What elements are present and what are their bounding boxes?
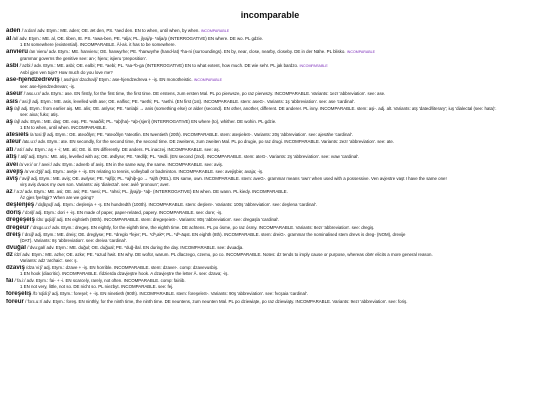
entry-definition: /ˈatiʃ/ adj. Etym.: ME. atiş, levelled with aş; OE. ædlyse; PE. *ædliþ; PL. *ædli. (EN second (2nd). INCOMPARABLE. stem: ateG-. Variants: 2ş 'abbreviation'. see: ıvaw 'cardinal'. [17, 154, 360, 160]
entry-list [6, 28, 534, 304]
dictionary-entry [6, 99, 534, 105]
entry-headword: foreūr [6, 298, 24, 305]
entry-definition: /ˈdrɛiʃ/ adj. Etym.: ME. dreiş; OE. dreglyse; PE. *dreglo *fejer; PL. *dʰ₁akʷ; PL. *dʰ-äqst. EN eighth (8th). INCOMPARABLE. stem: dreiG-. grammar the nominalised stem drevs is dreg- (NOM), drevije [22, 231, 406, 237]
dictionary-entry [6, 278, 534, 289]
entry-definition: /dz/ adv. Etym.: ME. azhe; OE. azke; PE. *azud hwit. EN why. DE wofür, warum. PL dlaczego, czemu, po co. INCOMPARABLE. Notes: dz tends to imply cause or purpose, whereas obēr elicits a more general reason. [14, 252, 433, 258]
entry-subsense: 1 EN to when, until when. INCOMPARABLE. [20, 124, 107, 130]
entry-definition: /al/ adv. Etym.: ME. al, OE. tiben, IE. PS. *awa-ben, PE. *alja; PL. jlyaj/p- *alja/p (INTERROGATIVE) EN where. DE wo. PL gdzie. [12, 36, 264, 42]
entry-headword: áden [6, 28, 21, 34]
entry-definition: /ˈaːz/ adv. Etym.: ME. asi; OE. asi; PE. *aesi; PL. *ahsi; PL. jlyaj/p- *aþ- (INTERROGATIVE) EN when. DE wann. PL kiedy. INCOMPARABLE. [13, 189, 288, 195]
entry-definition: /ˈatiː/ adv. Etym.: aş + -i; ME. ati; OE. iti. EN differently. DE anders. PL inaczej. INCOMPARABLE. see: aş. [14, 146, 220, 152]
entry-subsense: grammar governs the genitive see: an-; hjeru; isjieru 'preposition'. [20, 55, 147, 61]
entry-definition: /ˌasɛhjɛnˈdzɛdrɛviʃ/ Etym.: ase-hjendzedreva + -iş. EN monotheistic. [60, 77, 193, 83]
dictionary-entry [6, 162, 534, 168]
entry-definition: /ˈfɔrɛ.uːr/ adv. Etym.: foreş. EN ninthly, for the ninth time, the ninth time. DE neuntens, zum neunten Mal. PL po dziewiąte, po raz dziewiąty. INCOMPARABLE. Variants: 9ezr 'abbreviation'. see: foriş. [25, 298, 408, 304]
entry-headword: ateūr [6, 139, 22, 146]
entry-headword: dreiş [6, 231, 21, 238]
dictionary-entry [6, 265, 534, 276]
entry-definition: /ˈazbiː/ adv. Etym.: ME. asbi; OE. ealbi; PE. *aebi; PL. *aa-*b-ga (INTERROGATIVE) EN to what extent, how much. DE wie sehr. PL jak bardzo. [19, 63, 299, 69]
entry-tag: INCOMPARABLE [200, 29, 230, 33]
entry-definition: /anˈvieru/ adv. Etym.: ME. hanvieru; OE. hanwyrhe; PE. *hanwyrhe (hand-lat) *ha-ni (surroundings). EN by, near, close, nearby, closeby. DE in der Nähe. PL blisko. [29, 49, 346, 55]
entry-definition: /aˈveːi/ or /ˈaveiː/ adv. Etym.: adverb of aviş. EN in the same way, the same. INCOMPARABLE. see: aviş. [19, 161, 224, 167]
entry-headword: aş [6, 119, 13, 126]
dictionary-entry [6, 36, 534, 47]
entry-definition: /drɛˈɡɛʃɛiʃ/ adj. EN eightieth (80th). INCOMPARABLE. stem: dregeşeieS-. Variants: 80ş 'abbreviation'. see: dregaşla 'cardinal'. [36, 217, 280, 223]
dictionary-entry [6, 154, 534, 160]
entry-subsense: 1 EN somewhere (existential). INCOMPARABLE. Āl-aṡ. it has to be somewhere. [20, 41, 176, 47]
entry-headword: atesīels [6, 132, 29, 138]
entry-tag: INCOMPARABLE [299, 64, 328, 69]
entry-definition: /ˈaviʃ/ adj. Etym.: ME. aviş; OE. awlyse; PE. *ajfiþ; PL. *ajhiþ-go → *ajth (REL). EN same, own. INCOMPARABLE. stem: aveG-. grammar means 'own' when used with a possessive. Ven avjestre vaşt I have the same one! [19, 176, 447, 182]
dictionary-entry [6, 217, 534, 223]
entry-headword: ase-hjendzedrevîş [6, 77, 60, 84]
dictionary-entry [6, 147, 534, 153]
dictionary-entry [6, 291, 534, 297]
entry-subsense: Āz gjes fyeśīgjr? When are we going? [20, 195, 94, 200]
entry-tag: INCOMPARABLE [346, 50, 376, 55]
entry-subsense: Variants: adz 'archaic'. see: ş. [20, 257, 78, 263]
entry-headword: avējiş [6, 169, 24, 175]
entry-headword: aş [6, 106, 13, 113]
dictionary-entry [6, 225, 534, 231]
entry-definition: /fɔˈrɛʃɛliːʃ/ adj. Etym.: foreşel; + -iş. EN ninetieth (90th). INCOMPARABLE. stem: foreşeleS-. Variants: 90ş 'abbreviation'. see: fvcşaia 'cardinal'. [32, 291, 308, 297]
entry-headword: atiş [6, 154, 17, 160]
dictionary-entry [6, 232, 534, 243]
entry-subsense: see: aixa; fuko; atiş. [20, 111, 59, 117]
entry-headword: asis [6, 98, 19, 105]
dictionary-entry [6, 63, 534, 75]
entry-subsense: virş aviş dvaos my own son. Variants: aiş 'dialectal'. see: aviê 'pronoun'; aveī. [20, 182, 170, 188]
entry-definition: /ˈdɛʃlɛɲɛʃ/ adj. Etym.: deşlenja + -ş. EN hundredth (100th). INCOMPARABLE. stem: deşlenI-. Variants: 100ş 'abbreviation'. see: deşlena 'cardinal'. [35, 202, 317, 208]
entry-headword: anvieru [6, 49, 29, 56]
dictionary-entry [6, 299, 534, 305]
dictionary-entry [6, 210, 534, 216]
entry-headword: dvūğal [6, 244, 26, 251]
entry-definition: /ˈdvuːɡal/ adv. Etym.: ME. duğul; OE. duğual; PE. *duğ-ðal. EN during the day. INCOMPARABLE. see: dvuadja. [27, 244, 244, 250]
entry-subsense: 1 EN not very, little, not so. DE nicht so. PL niezbyt. INCOMPARABLE. see: fej. [20, 283, 174, 289]
entry-headword: aseūr [6, 91, 23, 97]
entry-headword: dzavīş [6, 265, 25, 272]
entry-headword: doriş [6, 209, 22, 216]
entry-definition: /ˈasɛ.uːr/ adv. Etym.: ase. EN firstly, for the first time, the first time. DE erstens, zum ersten Mal. PL po pierwsze, po raz pierwszy. INCOMPARABLE. Variants: 1ezr 'abbreviation'. see: ase. [23, 91, 386, 97]
dictionary-entry [6, 139, 534, 145]
entry-definition: /ˈaːdɛn/ adv. Etym.: ME. aden; OE. æt den, PS. *aed den. EN to when, until when, by when. [21, 28, 200, 33]
entry-definition: /dzaˈviːʃ/ adj. Etym.: dzave + -iş. EN horrible. INCOMPARABLE. stem: dzaveI-. comp: dzavevusbiş. [26, 265, 219, 271]
entry-definition: /aˈveːdʒiʃ/ adj. Etym.: avēje + -iş. EN relating to tennis, volleyball or badminton. INCOMPARABLE. see: avejişbie; avaja; -iş. [24, 169, 264, 175]
dictionary-entry [6, 189, 534, 200]
dictionary-entry [6, 169, 534, 175]
entry-headword: aveī [6, 161, 19, 168]
dictionary-entry [6, 202, 534, 208]
entry-definition: /ˈdɔriʃ/ adj. Etym.: dori + -iş. EN made of paper, paper-related, papery. INCOMPARABLE. see: dore; -iş. [22, 209, 223, 215]
entry-definition: /ˈdrɛɡɛ.uːr/ adv. Etym.: dregeş. EN eightly, for the eighth time, the eighth time. DE achtens. PL po ósme, po raz ósmy. INCOMPARABLE. Variants: 8ezr 'abbreviation'. see: dregiş. [30, 224, 375, 230]
entry-headword: ati [6, 146, 14, 153]
entry-subsense: 1 EN hook (diacritic). INCOMPARABLE. rîdzierda dzavjeştre hook. A dzavjeştre the letter Ā. see: dzava; -iş. [20, 270, 229, 276]
dictionary-entry [6, 91, 534, 97]
dictionary-entry [6, 77, 534, 89]
entry-headword: deşlenjeş [6, 202, 35, 208]
entry-headword: āz [6, 189, 13, 196]
dictionary-entry [6, 176, 534, 187]
entry-subsense: (DAT). Variants: 8ş 'abbreviation'. see: dreiva 'cardinal'. [20, 237, 127, 243]
entry-tag: INCOMPARABLE [193, 78, 223, 83]
dictionary-entry [6, 245, 534, 251]
page-title: incomparable [240, 10, 300, 20]
dictionary-entry [6, 132, 534, 138]
entry-headword: dz [6, 252, 13, 259]
entry-headword: aviş [6, 176, 19, 183]
entry-definition: /aˈtɛsiːlʃ/ adj. Etym.: OE. ateoðlyn; PE. *ateoðlyn *ateotlin. EN twentieth (20th). INCOMPARABLE. stem: ateşieleS-. Variants: 20ş 'abbreviation'. see: ajesāhe 'cardinal'. [29, 132, 353, 138]
entry-headword: dregeşeiş [6, 217, 35, 223]
entry-definition: /ˈfa.iː/ adv. Etym.: fai- + -i. EN scarcely, rarely, not often. INCOMPARABLE. comp: fairiib. [14, 278, 186, 284]
entry-subsense: see: ase-hjendzedrevan; -iş. [20, 83, 76, 89]
entry-headword: foreşelīş [6, 291, 32, 297]
entry-definition: /atɛ.uːr/ adv. Etym.: ate. EN secondly, for the second time, the second time. DE zweitens, zum zweiten Mal. PL po drugie, po raz drugi. INCOMPARABLE. Variants: 2ezr 'abbreviation'. see: ate. [22, 139, 395, 145]
dictionary-entry [6, 119, 534, 130]
dictionary-entry [6, 49, 534, 61]
entry-subsense: Asbí gjen ven tuje? How much do you love me? [20, 69, 113, 75]
entry-headword: fai [6, 278, 14, 285]
dictionary-entry [6, 252, 534, 263]
dictionary-entry [6, 106, 534, 117]
entry-headword: asbí [6, 63, 19, 70]
entry-headword: dregeūr [6, 224, 30, 231]
entry-definition: /ˈasiːʃ/ adj. Etym.: ME. asis, levelled with ase; OE. ealfisc; PE. *aethi; PL. *aethi. (EN first (1st). INCOMPARABLE. stem: aseG-. Variants: 1ş 'abbreviation'. see: ase 'cardinal'. [19, 98, 356, 104]
entry-definition: /aʃ/ adv. Etym.: ME. daş; OE. eaş. PE. *eaaðiŝ; PL. *aþ(ha)- *aþ-(sjeri) (INTERROGATIVE) EN where (to), whither. DE wohin. PL gdzie. [14, 119, 277, 125]
dictionary-entry [6, 28, 534, 35]
entry-definition: /aʃ/ adj. Etym.: from earlier aiş. ME. alis; OE. anlyse; PE. *anlaþi → anis (something else) or alder (second). EN other, another, different. DE anderer. PL inny. INCOMPARABLE. stem: aşi-. adj. alt. Variants: atş 'dated/literary'; iuş 'dialectal (see: hata)'. [14, 106, 497, 112]
entry-headword: al [6, 36, 12, 43]
